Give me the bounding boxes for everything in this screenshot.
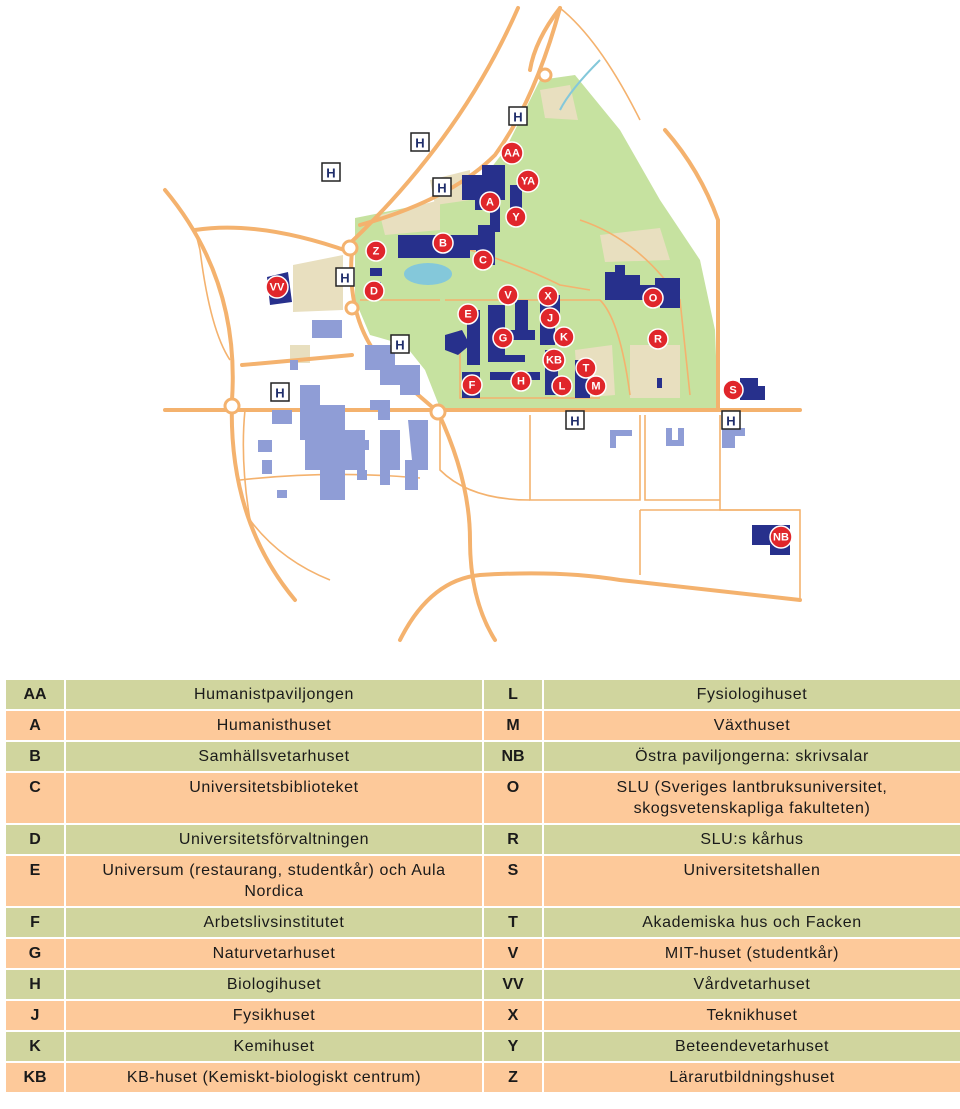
parking-marker[interactable]: [509, 107, 527, 125]
legend-name: SLU:s kårhus: [543, 824, 960, 855]
parking-marker-label: H: [326, 165, 336, 181]
legend-row: [5, 710, 960, 741]
building-marker-x[interactable]: [538, 286, 558, 306]
parking-marker[interactable]: [722, 411, 740, 429]
legend-name: KB-huset (Kemiskt-biologiskt centrum): [65, 1062, 483, 1093]
building-marker-b[interactable]: [433, 233, 453, 253]
legend-name: Fysikhuset: [65, 1000, 483, 1031]
legend-code: C: [5, 772, 65, 824]
marker-label: H: [517, 375, 525, 388]
marker-label: S: [729, 384, 737, 397]
marker-label: J: [546, 312, 554, 325]
building-marker-d[interactable]: [364, 281, 384, 301]
legend-name: Humanisthuset: [65, 710, 483, 741]
legend-code: A: [5, 710, 65, 741]
building-marker-j[interactable]: [540, 308, 560, 328]
building-marker-o[interactable]: [643, 288, 663, 308]
marker-label: T: [582, 362, 590, 375]
legend-code: K: [5, 1031, 65, 1062]
legend-code: KB: [5, 1062, 65, 1093]
marker-label: G: [498, 332, 508, 345]
building-marker-vv[interactable]: [266, 276, 288, 298]
legend-code: X: [483, 1000, 543, 1031]
legend-name: Arbetslivsinstitutet: [65, 907, 483, 938]
parking-marker[interactable]: [433, 178, 451, 196]
marker-label: O: [648, 292, 658, 305]
legend-name: Kemihuset: [65, 1031, 483, 1062]
parking-marker-label: H: [340, 270, 350, 286]
parking-marker-label: H: [437, 180, 447, 196]
parking-marker[interactable]: [271, 383, 289, 401]
legend-code: Y: [483, 1031, 543, 1062]
legend-row: [5, 1000, 960, 1031]
legend-name: Lärarutbildningshuset: [543, 1062, 960, 1093]
building-legend-table: [4, 678, 960, 1094]
marker-label: E: [464, 308, 472, 321]
building-marker-h[interactable]: [511, 371, 531, 391]
building-marker-l[interactable]: [552, 376, 572, 396]
legend-name: Teknikhuset: [543, 1000, 960, 1031]
parking-marker-label: H: [415, 135, 425, 151]
legend-name: SLU (Sveriges lantbruksuniversitet, skogsvetenskapliga fakulteten): [543, 772, 960, 824]
legend-row: [5, 969, 960, 1000]
legend-row: [5, 907, 960, 938]
legend-code: G: [5, 938, 65, 969]
legend-code: D: [5, 824, 65, 855]
legend-name: Universitetsförvaltningen: [65, 824, 483, 855]
marker-label: YA: [520, 175, 536, 188]
legend-name: Fysiologihuset: [543, 679, 960, 710]
building-marker-r[interactable]: [648, 329, 668, 349]
legend-name: Biologihuset: [65, 969, 483, 1000]
legend-code: T: [483, 907, 543, 938]
building-marker-aa[interactable]: [501, 142, 523, 164]
marker-label: K: [560, 331, 568, 344]
building-marker-a[interactable]: [480, 192, 500, 212]
marker-label: D: [370, 285, 378, 298]
building-marker-y[interactable]: [506, 207, 526, 227]
parking-marker[interactable]: [566, 411, 584, 429]
legend-code: AA: [5, 679, 65, 710]
building-marker-c[interactable]: [473, 250, 493, 270]
legend-row: [5, 824, 960, 855]
building-marker-m[interactable]: [586, 376, 606, 396]
parking-marker-label: H: [570, 413, 580, 429]
parking-marker-label: H: [395, 337, 405, 353]
parking-marker[interactable]: [391, 335, 409, 353]
marker-label: R: [654, 333, 662, 346]
legend-code: NB: [483, 741, 543, 772]
marker-label: NB: [773, 531, 789, 544]
building-marker-ya[interactable]: [517, 170, 539, 192]
building-marker-v[interactable]: [498, 285, 518, 305]
pond: [404, 263, 452, 285]
marker-label: B: [439, 237, 447, 250]
marker-label: M: [591, 380, 601, 393]
legend-code: Z: [483, 1062, 543, 1093]
legend-row: [5, 855, 960, 907]
legend-name: Vårdvetarhuset: [543, 969, 960, 1000]
building-marker-g[interactable]: [493, 328, 513, 348]
building-marker-s[interactable]: [723, 380, 743, 400]
legend-name: MIT-huset (studentkår): [543, 938, 960, 969]
legend-row: [5, 1062, 960, 1093]
building-marker-e[interactable]: [458, 304, 478, 324]
parking-marker[interactable]: [411, 133, 429, 151]
legend-row: [5, 679, 960, 710]
legend-code: V: [483, 938, 543, 969]
legend-name: Universitetsbiblioteket: [65, 772, 483, 824]
building-marker-f[interactable]: [462, 375, 482, 395]
marker-label: V: [504, 289, 512, 302]
building-marker-k[interactable]: [554, 327, 574, 347]
building-marker-t[interactable]: [576, 358, 596, 378]
legend-name: Östra paviljongerna: skrivsalar: [543, 741, 960, 772]
legend-name: Humanistpaviljongen: [65, 679, 483, 710]
legend-code: J: [5, 1000, 65, 1031]
marker-label: X: [544, 290, 552, 303]
building-marker-kb[interactable]: [543, 349, 565, 371]
parking-marker[interactable]: [322, 163, 340, 181]
legend-name: Naturvetarhuset: [65, 938, 483, 969]
parking-marker-label: H: [513, 109, 523, 125]
parking-marker[interactable]: [336, 268, 354, 286]
marker-label: C: [479, 254, 487, 267]
building-marker-z[interactable]: [366, 241, 386, 261]
legend-row: [5, 772, 960, 824]
marker-label: A: [486, 196, 494, 209]
legend-name: Beteendevetarhuset: [543, 1031, 960, 1062]
legend-code: F: [5, 907, 65, 938]
legend-code: O: [483, 772, 543, 824]
legend-row: [5, 741, 960, 772]
marker-label: KB: [546, 354, 562, 367]
legend-code: H: [5, 969, 65, 1000]
legend-name: Samhällsvetarhuset: [65, 741, 483, 772]
legend-name: Universum (restaurang, studentkår) och Aula Nordica: [65, 855, 483, 907]
marker-label: AA: [504, 147, 520, 160]
marker-label: VV: [269, 281, 285, 294]
legend-code: VV: [483, 969, 543, 1000]
marker-label: L: [558, 380, 566, 393]
legend-row: [5, 1031, 960, 1062]
building-marker-nb[interactable]: [770, 526, 792, 548]
legend-name: Akademiska hus och Facken: [543, 907, 960, 938]
marker-label: F: [468, 379, 476, 392]
legend-name: Växthuset: [543, 710, 960, 741]
legend-name: Universitetshallen: [543, 855, 960, 907]
legend-code: M: [483, 710, 543, 741]
marker-label: Y: [512, 211, 520, 224]
parking-marker-label: H: [275, 385, 285, 401]
marker-label: Z: [372, 245, 380, 258]
legend-code: E: [5, 855, 65, 907]
legend-row: [5, 938, 960, 969]
legend-code: B: [5, 741, 65, 772]
legend-code: R: [483, 824, 543, 855]
legend-code: S: [483, 855, 543, 907]
legend-code: L: [483, 679, 543, 710]
parking-marker-label: H: [726, 413, 736, 429]
